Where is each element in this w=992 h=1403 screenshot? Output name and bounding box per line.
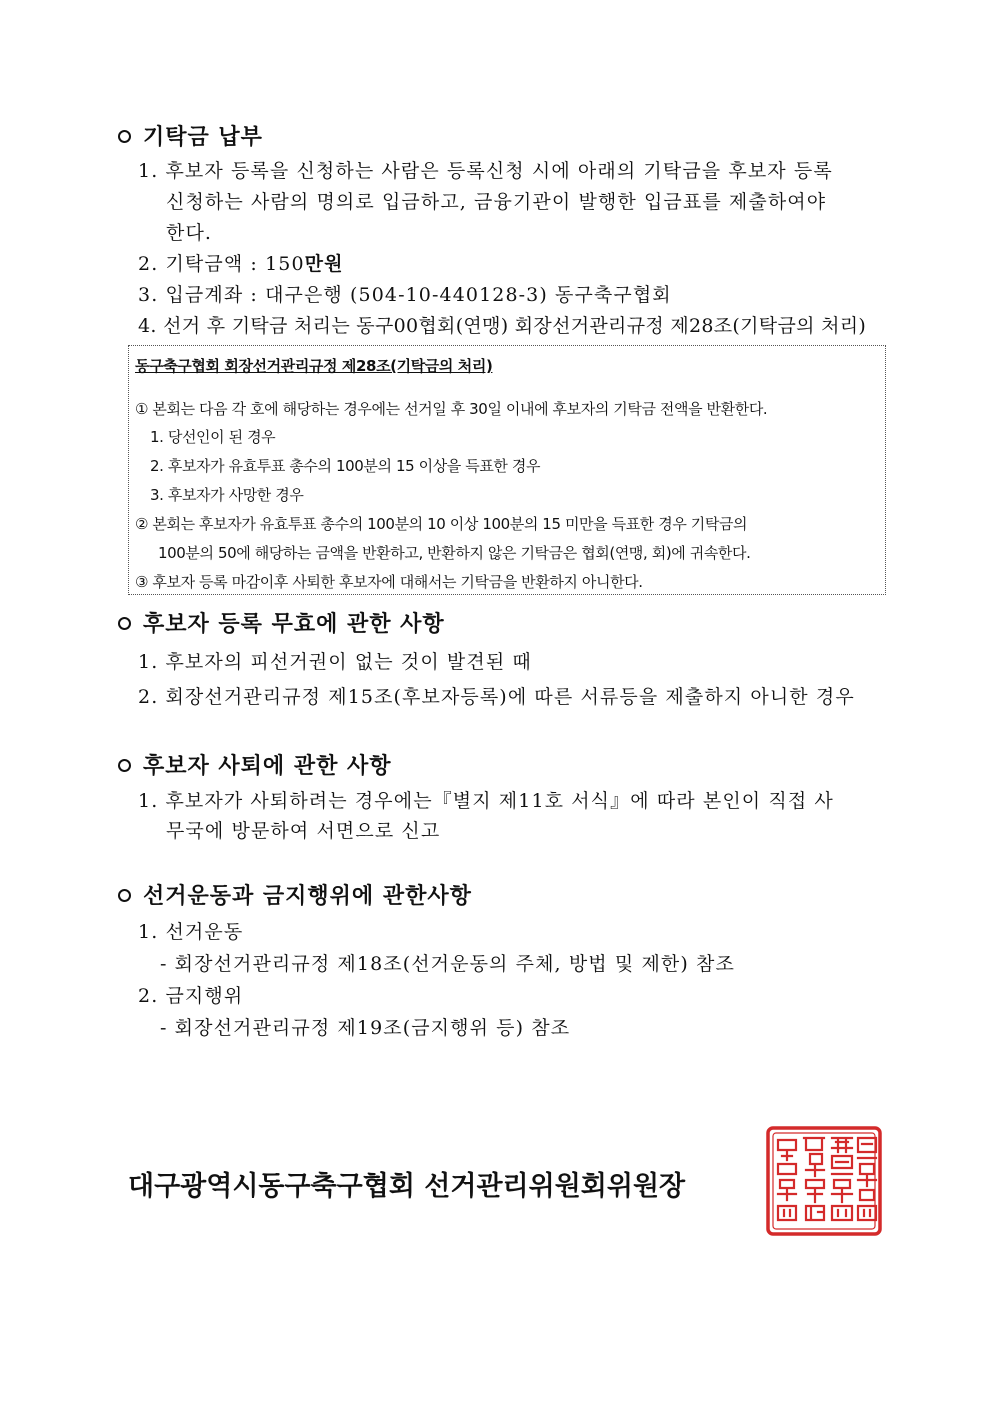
deposit-item-1-line-1: 1. 후보자 등록을 신청하는 사람은 등록신청 시에 아래의 기탁금을 후보자 등록	[138, 160, 833, 182]
deposit-item-4: 4. 선거 후 기탁금 처리는 동구00협회(연맹) 회장선거관리규정 제28조(기탁금의 처리)	[138, 315, 867, 337]
official-seal-icon	[766, 1126, 882, 1236]
circle-bullet-icon	[118, 759, 131, 772]
campaign-item-1-detail: - 회장선거관리규정 제18조(선거운동의 주체, 방법 및 제한) 참조	[160, 953, 735, 975]
section-heading-campaign: 선거운동과 금지행위에 관한사항	[118, 879, 472, 910]
deposit-amount-unit: 만원	[304, 253, 344, 275]
regulation-box-title: 동구축구협회 회장선거관리규정 제28조(기탁금의 처리)	[135, 357, 493, 375]
resign-item-1-line-1: 1. 후보자가 사퇴하려는 경우에는『별지 제11호 서식』에 따라 본인이 직접 사	[138, 790, 834, 812]
circle-bullet-icon	[118, 617, 131, 630]
deposit-item-1-line-2: 신청하는 사람의 명의로 입금하고, 금융기관이 발행한 입금표를 제출하여야	[166, 191, 827, 213]
invalid-item-2: 2. 회장선거관리규정 제15조(후보자등록)에 따른 서류등을 제출하지 아니한 경우	[138, 686, 855, 708]
deposit-amount-label: 2. 기탁금액 : 150	[138, 253, 305, 275]
resign-item-1-line-2: 무국에 방문하여 서면으로 신고	[166, 820, 441, 842]
campaign-item-2: 2. 금지행위	[138, 985, 244, 1007]
regulation-clause-3: ③ 후보자 등록 마감이후 사퇴한 후보자에 대해서는 기탁금을 반환하지 아니한다.	[135, 573, 643, 591]
regulation-clause-1: ① 본회는 다음 각 호에 해당하는 경우에는 선거일 후 30일 이내에 후보자의 기탁금 전액을 반환한다.	[135, 400, 768, 418]
circle-bullet-icon	[118, 130, 131, 143]
deposit-item-1-line-3: 한다.	[166, 222, 213, 244]
regulation-clause-1-item-1: 1. 당선인이 된 경우	[150, 428, 276, 446]
section-heading-resign: 후보자 사퇴에 관한 사항	[118, 749, 392, 780]
signature-line: 대구광역시동구축구협회 선거관리위원회위원장	[128, 1171, 686, 1202]
regulation-clause-2-line-2: 100분의 50에 해당하는 금액을 반환하고, 반환하지 않은 기탁금은 협회(연맹, 회)에 귀속한다.	[158, 544, 751, 562]
circle-bullet-icon	[118, 889, 131, 902]
campaign-item-2-detail: - 회장선거관리규정 제19조(금지행위 등) 참조	[160, 1017, 571, 1039]
regulation-clause-1-item-3: 3. 후보자가 사망한 경우	[150, 486, 304, 504]
campaign-item-1: 1. 선거운동	[138, 921, 244, 943]
deposit-item-2	[138, 249, 344, 276]
regulation-clause-1-item-2: 2. 후보자가 유효투표 총수의 100분의 15 이상을 득표한 경우	[150, 457, 541, 475]
regulation-clause-2-line-1: ② 본회는 후보자가 유효투표 총수의 100분의 10 이상 100분의 15 미만을 득표한 경우 기탁금의	[135, 515, 748, 533]
deposit-item-3: 3. 입금계좌 : 대구은행 (504-10-440128-3) 동구축구협회	[138, 284, 672, 306]
section-heading-invalid: 후보자 등록 무효에 관한 사항	[118, 607, 445, 638]
invalid-item-1: 1. 후보자의 피선거권이 없는 것이 발견된 때	[138, 651, 532, 673]
section-heading-deposit: 기탁금 납부	[118, 120, 263, 151]
